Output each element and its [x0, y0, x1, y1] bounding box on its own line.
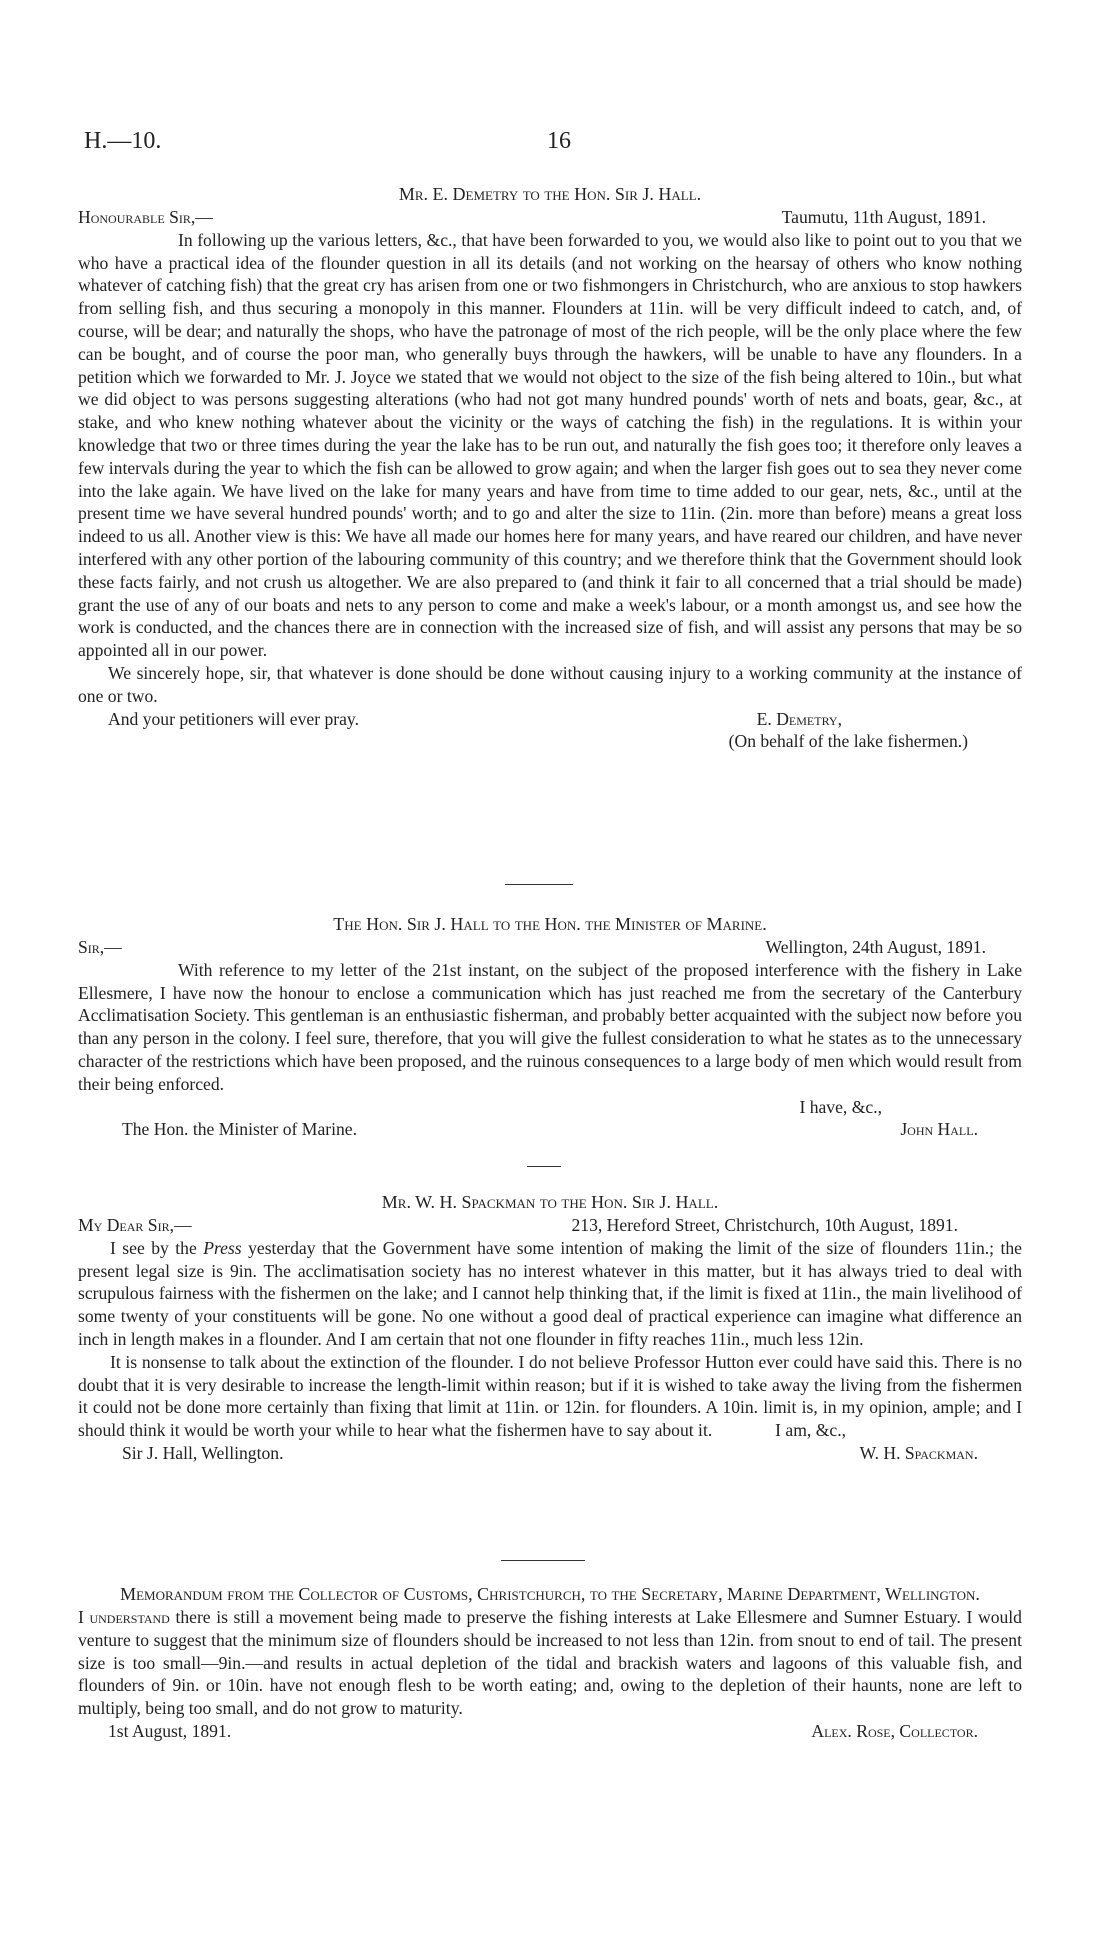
salutation: Sir,—: [78, 937, 122, 957]
salutation: My Dear Sir,—: [78, 1215, 192, 1235]
letter-paragraph: In following up the various letters, &c., that have been forwarded to you, we would also like to point out to you that we who have a practical idea of the flounder question in all its details (and not working on the hearsay of others who know nothing whatever of catching fish) that the great cry has arisen from one or two fishmongers in Christchurch, who are anxious to stop hawkers from selling fish, and thus securing a monopoly in this manner. Flounders at 11in. will be very difficult indeed to catch, and, of course, will be dear; and naturally the shops, who have the patronage of most of the rich people, will be the only place where the few can be bought, and of course the poor man, who generally buys through the hawkers, will be unable to have any flounders. In a petition which we forwarded to Mr. J. Joyce we stated that we would not object to the size of the fish being altered to 10in., but what we did object to was persons suggesting alterations (who had not got many hundred pounds' worth of nets and boats, gear, &c., at stake, and who knew nothing whatever about the vicinity or the ways of catching the fish) in the regulations. It is within your knowledge that two or three times during the year the lake has to be run out, and naturally the fish goes too; it therefore only leaves a few intervals during the year to which the fish can be allowed to grow again; and when the larger fish goes out to sea they never come into the lake again. We have lived on the lake for many years and have from time to time added to our gear, nets, &c., until at the present time we have several hundred pounds' worth; and to go and alter the size to 11in. (2in. more than before) means a great loss indeed to us all. Another view is this: We have all made our homes here for many years, and have reared our children, and have never interfered with any other portion of the labouring community of this country; and we therefore think that the Government should look these facts fairly, and not crush us altogether. We are also prepared to (and think it fair to all concerned that a trial should be made) grant the use of any of our boats and nets to any person to come and make a week's labour, or a month amongst us, and see how the work is conducted, and the chances there are in connection with the increased size of fish, and will assist any persons that may be so appointed all in our power.: [78, 229, 1022, 661]
memo-body: there is still a movement being made to preserve the fishing interests at Lake Ellesmere and Sumner Estuary. I would venture to suggest that the minimum size of flounders should be increased to not less than 12in. from snout to end of tail. The present size is too small—9in.—and results in actual depletion of the tidal and brackish waters and lagoons of this valuable fish, and flounders of 9in. or 10in. have not enough flesh to be worth eating; and, owing to the depletion of their haunts, none are left to multiply, being too small, and do not grow to maturity.: [78, 1607, 1022, 1719]
letter-hall: [78, 912, 1022, 1141]
paragraph-text: yesterday that the Government have some intention of making the limit of the size of flounders 11in.; the present legal size is 9in. The acclimatisation society has no interest whatever in this matter, but it has always tried to deal with scrupulous fairness with the fishermen on the lake; and I cannot help thinking that, if the limit is fixed at 11in., the main livelihood of some twenty of your constituents will be gone. No one without a good deal of practical experience can imagine what difference an inch in length makes in a flounder. And I am certain that not one flounder in fifty reaches 11in., much less 12in.: [78, 1237, 1022, 1349]
salutation: Honourable Sir,—: [78, 207, 213, 227]
addressee: Sir J. Hall, Wellington.: [122, 1442, 284, 1463]
page-number: 16: [547, 128, 571, 154]
paragraph-text: I see by the: [110, 1237, 204, 1258]
salutation-row: [78, 936, 1022, 959]
signature: W. H. Spackman.: [859, 1442, 978, 1463]
letter-paragraph: With reference to my letter of the 21st instant, on the subject of the proposed interference with the fishery in Lake Ellesmere, I have now the honour to enclose a communication which has just reached me from the secretary of the Canterbury Acclimatisation Society. This gentleman is an enthusiastic fisherman, and probably better acquainted with the subject now before you than any person in the colony. I feel sure, therefore, that you will give the fullest consideration to what he states as to the unnecessary character of the restrictions which have been proposed, and the ruinous consequences to a large body of men which would result from their being enforced.: [78, 959, 1022, 1094]
place-date: 213, Hereford Street, Christchurch, 10th August, 1891.: [571, 1215, 958, 1235]
closing-row: [78, 708, 1022, 731]
closing: I am, &c.,: [775, 1420, 846, 1441]
letter-paragraph: [78, 1237, 1022, 1351]
memo-lead: I understand: [78, 1607, 170, 1627]
signature-note: (On behalf of the lake fishermen.): [728, 731, 968, 752]
document-reference: H.—10.: [84, 128, 162, 154]
page-header: [84, 128, 1034, 162]
letter-heading: Mr. W. H. Spackman to the Hon. Sir J. Hall.: [381, 1192, 719, 1212]
letter-demetry: [78, 182, 1022, 753]
salutation-row: [78, 206, 1022, 229]
signature: E. Demetry,: [756, 708, 842, 729]
closing: I have, &c.,: [799, 1096, 882, 1117]
signature-row: [78, 1118, 1022, 1141]
letter-spackman: [78, 1190, 1022, 1465]
section-divider: [527, 1166, 561, 1167]
signature: John Hall.: [900, 1119, 978, 1140]
place-date: Taumutu, 11th August, 1891.: [781, 207, 986, 227]
salutation-row: [78, 1214, 1022, 1237]
newspaper-title: Press: [203, 1237, 242, 1258]
memo-footer: [78, 1720, 1022, 1743]
signature-row: [78, 1442, 1022, 1465]
section-divider: [501, 1560, 585, 1561]
memorandum: [78, 1582, 1022, 1743]
letter-heading: Mr. E. Demetry to the Hon. Sir J. Hall.: [398, 184, 702, 204]
memo-heading: Memorandum from the Collector of Customs, Christchurch, to the Secretary, Marine Department, Wellington.: [120, 1584, 980, 1604]
place-date: Wellington, 24th August, 1891.: [765, 937, 986, 957]
letter-paragraph: We sincerely hope, sir, that whatever is done should be done without causing injury to a working community at the instance of one or two.: [78, 662, 1022, 706]
section-divider: [505, 884, 573, 885]
signature: Alex. Rose, Collector.: [811, 1720, 978, 1741]
letter-paragraph: It is nonsense to talk about the extinction of the flounder. I do not believe Professor Hutton ever could have said this. There is no doubt that it is very desirable to increase the length-limit within reason; but if it is wished to take away the living from the fishermen it could not be done more certainly than fixing that limit at 11in. or 12in. for flounders. A 10in. limit is, in my opinion, ample; and I should think it would be worth your while to hear what the fishermen have to say about it.: [78, 1351, 1022, 1441]
closing: And your petitioners will ever pray.: [108, 708, 359, 729]
memo-paragraph: [78, 1606, 1022, 1720]
letter-heading: The Hon. Sir J. Hall to the Hon. the Minister of Marine.: [333, 914, 767, 934]
memo-date: 1st August, 1891.: [108, 1720, 232, 1741]
addressee: The Hon. the Minister of Marine.: [122, 1119, 358, 1140]
